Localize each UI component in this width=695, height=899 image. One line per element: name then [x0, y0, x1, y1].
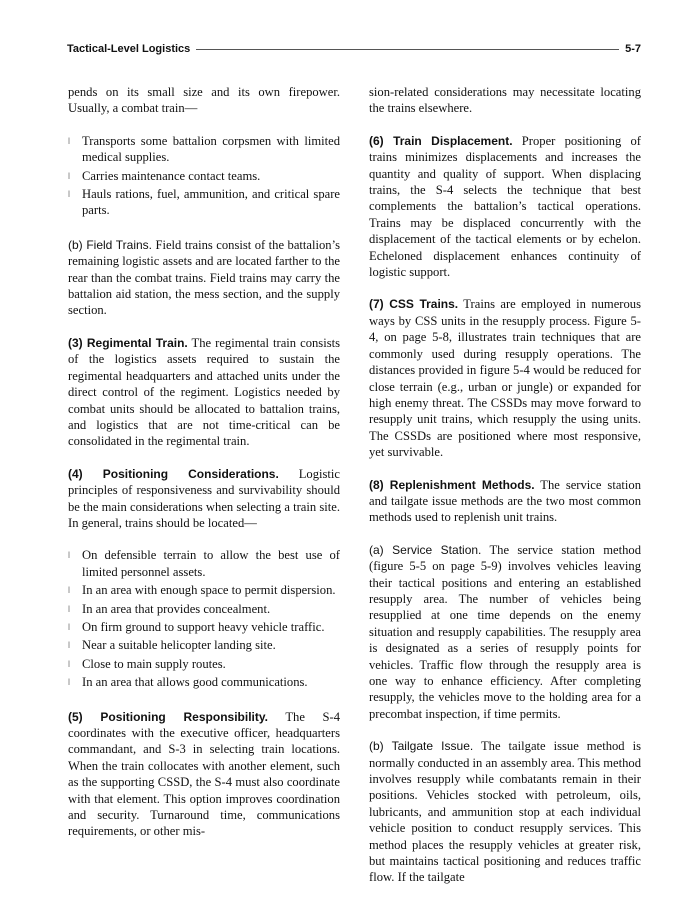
subsection-heading: (b) Tailgate Issue. — [369, 739, 474, 754]
left-column — [68, 84, 340, 840]
replenishment-methods-paragraph: (8) Replenishment Methods. The service station and tailgate issue methods are the two most common methods used to replenish unit trains. — [369, 477, 641, 525]
bullet-icon: l — [68, 550, 70, 561]
list-item: l In an area that allows good communications. — [68, 675, 308, 690]
section-heading: (8) Replenishment Methods. — [369, 477, 535, 492]
section-heading: (5) Positioning Responsibility. — [68, 709, 268, 724]
list-item: l On firm ground to support heavy vehicle traffic. — [68, 619, 325, 634]
section-heading: (4) Positioning Considerations. — [68, 466, 279, 481]
list-item: l Close to main supply routes. — [68, 656, 226, 671]
list-item: l Carries maintenance contact teams. — [68, 168, 261, 183]
section-heading: (7) CSS Trains. — [369, 297, 459, 312]
running-header — [67, 41, 641, 57]
field-trains-paragraph: (b) Field Trains. Field trains consist of the battalion’s remaining logistic assets and are located farther to the rear than the combat trains. Field trains may carry the battalion aid station, the mess section, and the supply section. — [68, 237, 340, 318]
train-displacement-paragraph: (6) Train Displacement. Proper positioning of trains minimizes displacements and increases the quantity and quality of support. When displacing trains, the S-4 selects the technique that best complements the battalion’s tactical operations. Trains may be displaced concurrently with the displacement of the tactical elements or by echelon. Echeloned displacement enhances continuity of logistic support. — [369, 133, 641, 280]
section-heading: (3) Regimental Train. — [68, 335, 188, 350]
page-number: 5-7 — [625, 43, 641, 55]
tailgate-issue-paragraph: (b) Tailgate Issue. The tailgate issue method is normally conducted in an assembly area. This method involves resupply while combatants remain in their positions. Vehicles stocked with petroleum, oils, lubricants, and ammunition stop at each individual vehicle position to conduct resupply services. This method places the resupply vehicles at greater risk, but maintains tactical positioning and reduces traffic flow. If the tailgate — [369, 739, 641, 885]
chapter-title: Tactical-Level Logistics — [67, 43, 191, 55]
subsection-heading: (a) Service Station. — [369, 542, 482, 557]
list-item: l In an area with enough space to permit dispersion. — [68, 583, 336, 598]
bullet-icon: l — [68, 135, 70, 146]
bullet-icon: l — [68, 677, 70, 688]
positioning-considerations-paragraph: (4) Positioning Considerations. Logistic principles of responsiveness and survivability should be the main considerations when selecting a train site. In general, trains should be located— — [68, 466, 340, 530]
bullet-icon: l — [68, 658, 70, 669]
list-item: l Near a suitable helicopter landing site. — [68, 638, 276, 653]
intro-paragraph: pends on its small size and its own firepower. Usually, a combat train— — [68, 85, 340, 116]
header-rule — [196, 49, 619, 50]
location-list — [68, 547, 340, 690]
css-trains-paragraph: (7) CSS Trains. Trains are employed in numerous ways by CSS units in the resupply process. Figure 5-4, on page 5-8, illustrates train techniques that are commonly used during resupply operations. The distances provided in figure 5-4 would be reduced for close terrain (e.g., urban or jungle) or expanded for high enemy threat. The CSSDs may move forward to resupply unit trains, which resupply the using units. The CSSDs are positioned where most responsive, yet survivable. — [369, 297, 641, 460]
bullet-icon: l — [68, 170, 70, 181]
regimental-train-paragraph: (3) Regimental Train. The regimental train consists of the logistics assets required to sustain the regimental headquarters and attached units under the direct control of the regiment. Logistics needed by combat units should be allocated to battalion trains, and logistics that are not time-critical can be consolidated in the regimental train. — [68, 335, 340, 449]
combat-train-list — [68, 133, 340, 219]
bullet-icon: l — [68, 603, 70, 614]
section-heading: (6) Train Displacement. — [369, 133, 513, 148]
list-item: l Hauls rations, fuel, ammunition, and critical spare parts. — [68, 187, 340, 218]
list-item: l In an area that provides concealment. — [68, 601, 271, 616]
service-station-paragraph: (a) Service Station. The service station method (figure 5-5 on page 5-9) involves vehicles leaving their tactical positions and entering an established resupply area. The number of vehicles being resupplied at one time depends on the enemy situation and resupply capabilities. The resupply area is designated as a series of resupply points for vehicles. Traffic flow through the resupply area is one way to enhance efficiency. After completing resupply, the vehicles move to the holding area for a precombat inspection, if time permits. — [369, 542, 641, 721]
bullet-icon: l — [68, 640, 70, 651]
list-item: l On defensible terrain to allow the best use of limited personnel assets. — [68, 548, 340, 579]
positioning-responsibility-paragraph: (5) Positioning Responsibility. The S-4 coordinates with the executive officer, headquarters commandant, and S-3 in selecting train locations. When the train collocates with another element, such as the supporting CSSD, the S-4 must also coordinate with that element. This option improves coordination and security. Turnaround time, communications requirements, or other mis- — [68, 709, 340, 839]
bullet-icon: l — [68, 189, 70, 200]
bullet-icon: l — [68, 621, 70, 632]
bullet-icon: l — [68, 585, 70, 596]
subsection-heading: (b) Field Trains. — [68, 237, 152, 252]
continuation-paragraph: sion-related considerations may necessitate locating the trains elsewhere. — [369, 85, 641, 116]
list-item: l Transports some battalion corpsmen with limited medical supplies. — [68, 133, 340, 165]
right-column — [369, 84, 641, 886]
